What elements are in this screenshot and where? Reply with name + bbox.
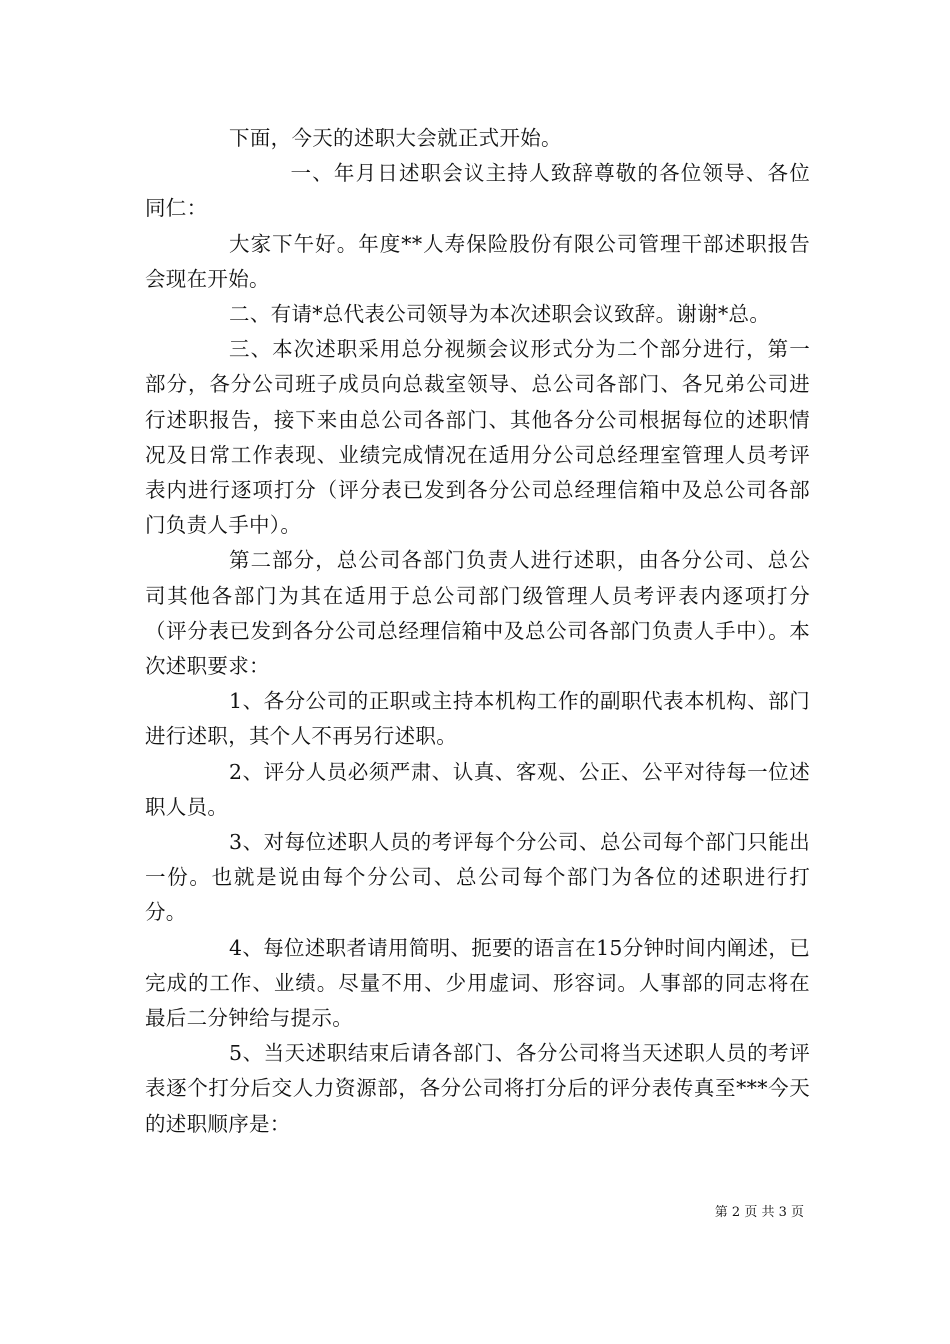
paragraph-requirement-1: 1、各分公司的正职或主持本机构工作的副职代表本机构、部门进行述职，其个人不再另行述职。 bbox=[145, 689, 810, 749]
paragraph-part-two: 第二部分，总公司各部门负责人进行述职，由各分公司、总公司其他各部门为其在适用于总公司部门级管理人员考评表内逐项打分（评分表已发到各分公司总经理信箱中及总公司各部门负责人手中）。本次述职要求： bbox=[145, 548, 810, 679]
paragraph-item-2: 二、有请*总代表公司领导为本次述职会议致辞。谢谢*总。 bbox=[229, 302, 771, 327]
paragraph-requirement-5: 5、当天述职结束后请各部门、各分公司将当天述职人员的考评表逐个打分后交人力资源部，各分公司将打分后的评分表传真至***今天的述职顺序是： bbox=[145, 1041, 810, 1136]
paragraph-requirement-2: 2、评分人员必须严肃、认真、客观、公正、公平对待每一位述职人员。 bbox=[145, 759, 810, 819]
paragraph-item-3: 三、本次述职采用总分视频会议形式分为二个部分进行，第一部分，各分公司班子成员向总裁室领导、总公司各部门、各兄弟公司进行述职报告，接下来由总公司各部门、其他各分公司根据每位的述职情况及日常工作表现、业绩完成情况在适用分公司总经理室管理人员考评表内进行逐项打分（评分表已发到各分公司总经理信箱中及总公司各部门负责人手中）。 bbox=[145, 337, 810, 538]
paragraph-requirement-4: 4、每位述职者请用简明、扼要的语言在15分钟时间内阐述，已完成的工作、业绩。尽量不用、少用虚词、形容词。人事部的同志将在最后二分钟给与提示。 bbox=[145, 935, 810, 1031]
paragraph-greeting: 大家下午好。年度**人寿保险股份有限公司管理干部述职报告会现在开始。 bbox=[145, 231, 810, 291]
document-body bbox=[145, 121, 810, 1142]
page-number-footer: 第 2 页 共 3 页 bbox=[714, 1205, 804, 1220]
paragraph-item-1: 一、年月日述职会议主持人致辞尊敬的各位领导、各位同仁： bbox=[145, 161, 810, 221]
paragraph-opening: 下面，今天的述职大会就正式开始。 bbox=[229, 126, 562, 150]
paragraph-requirement-3: 3、对每位述职人员的考评每个分公司、总公司每个部门只能出一份。也就是说由每个分公司、总公司每个部门为各位的述职进行打分。 bbox=[145, 830, 810, 925]
